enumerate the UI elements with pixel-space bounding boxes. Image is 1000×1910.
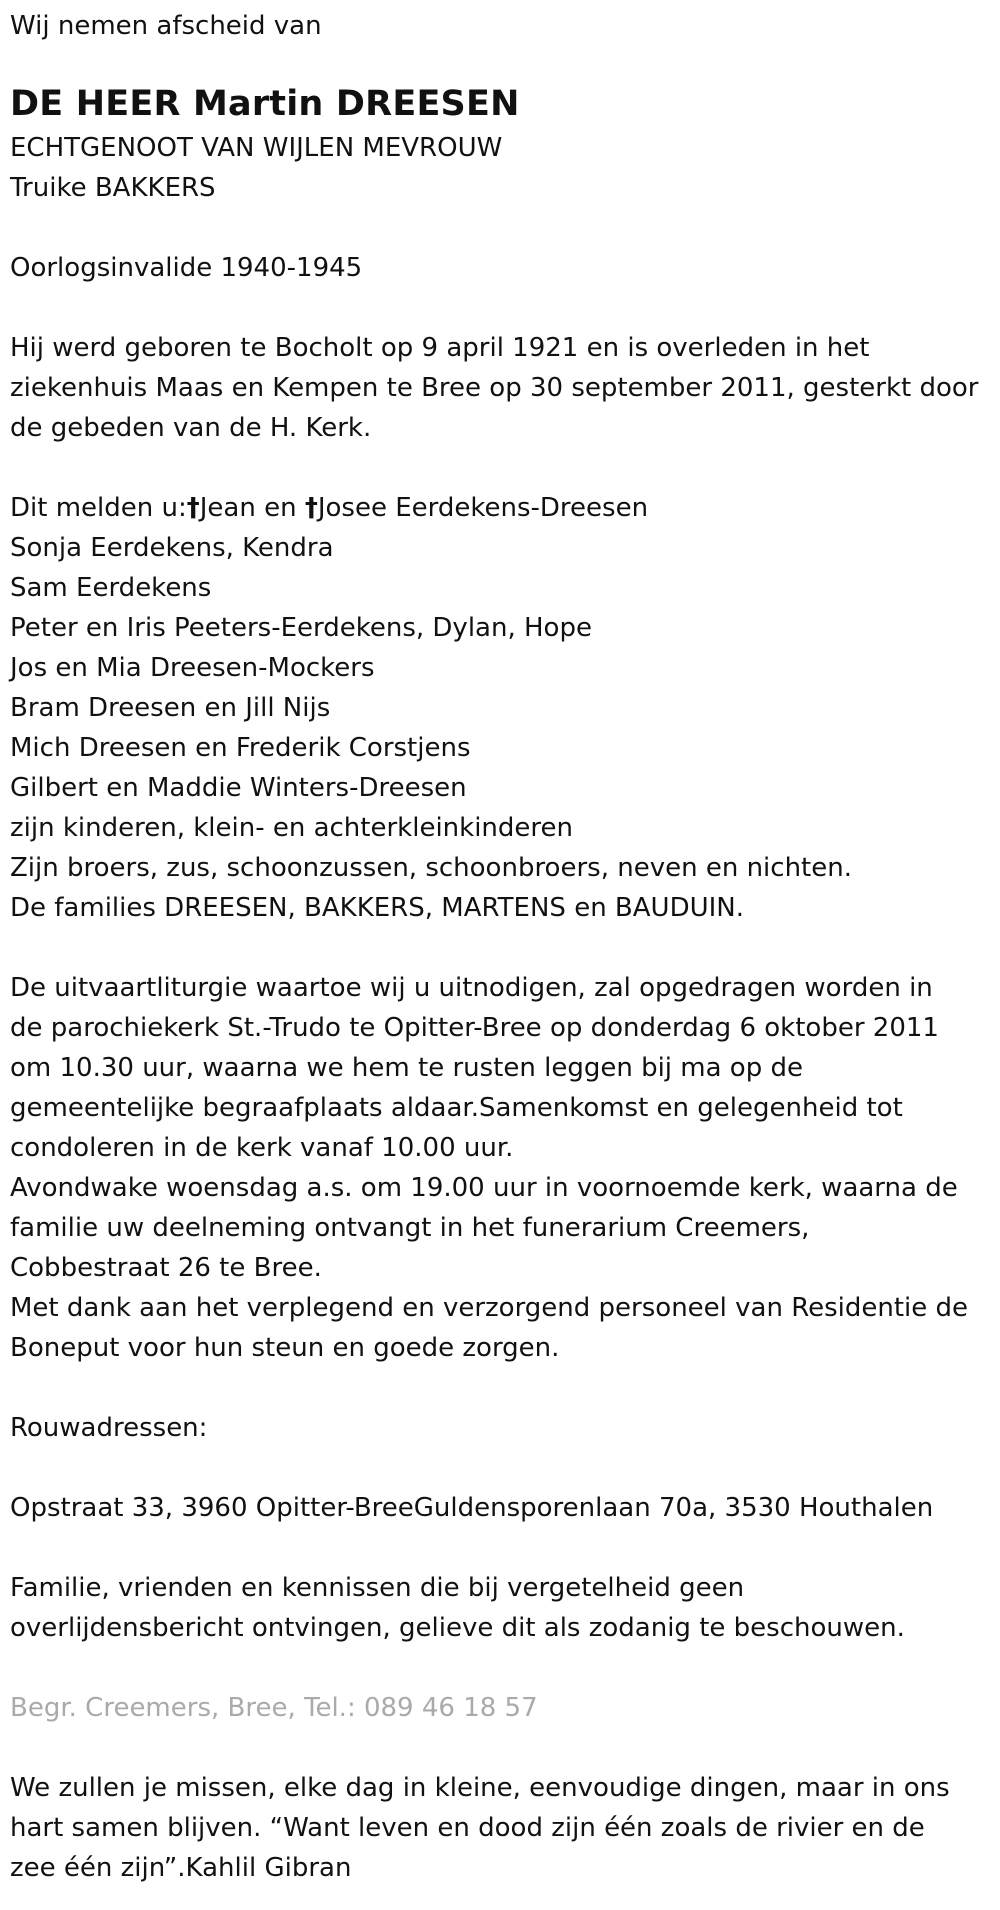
paragraph-line: Avondwake woensdag a.s. om 19.00 uur in voornoemde kerk, waarna de xyxy=(10,1173,958,1203)
spacer xyxy=(10,1528,1000,1568)
deceased-name: DE HEER Martin DREESEN xyxy=(10,84,520,124)
family-name-part: Jean en xyxy=(199,493,305,523)
paragraph-line: hart samen blijven. “Want leven en dood zijn één zoals de rivier en de xyxy=(10,1813,925,1843)
paragraph-line: Hij werd geboren te Bocholt op 9 april 1921 en is overleden in het xyxy=(10,333,870,363)
paragraph-line: Cobbestraat 26 te Bree. xyxy=(10,1253,322,1283)
announcement-prefix: Dit melden u: xyxy=(10,493,187,523)
funeral-paragraph xyxy=(10,968,1000,1368)
spacer xyxy=(10,1648,1000,1688)
family-line: Jos en Mia Dreesen-Mockers xyxy=(10,653,375,683)
spacer xyxy=(10,208,1000,248)
notice-paragraph xyxy=(10,1568,1000,1648)
family-line: De families DREESEN, BAKKERS, MARTENS en BAUDUIN. xyxy=(10,893,745,923)
cross-icon: † xyxy=(186,493,200,523)
paragraph-line: Met dank aan het verplegend en verzorgend personeel van Residentie de xyxy=(10,1293,969,1323)
paragraph-line: Familie, vrienden en kennissen die bij vergetelheid geen xyxy=(10,1573,745,1603)
family-line: Peter en Iris Peeters-Eerdekens, Dylan, Hope xyxy=(10,613,592,643)
intro-text: Wij nemen afscheid van xyxy=(10,11,322,41)
family-name-part: Josee Eerdekens-Dreesen xyxy=(317,493,649,523)
spacer xyxy=(10,288,1000,328)
paragraph-line: gemeentelijke begraafplaats aldaar.Samenkomst en gelegenheid tot xyxy=(10,1093,903,1123)
spacer xyxy=(10,928,1000,968)
paragraph-line: overlijdensbericht ontvingen, gelieve dit als zodanig te beschouwen. xyxy=(10,1613,905,1643)
addresses: Opstraat 33, 3960 Opitter-BreeGuldensporenlaan 70a, 3530 Houthalen xyxy=(10,1493,934,1523)
spacer xyxy=(10,1368,1000,1408)
cross-icon: † xyxy=(304,493,318,523)
spacer xyxy=(10,1448,1000,1488)
announcement-block xyxy=(10,488,1000,928)
paragraph-line: om 10.30 uur, waarna we hem te rusten leggen bij ma op de xyxy=(10,1053,803,1083)
addresses-label: Rouwadressen: xyxy=(10,1413,208,1443)
paragraph-line: familie uw deelneming ontvangt in het funerarium Creemers, xyxy=(10,1213,810,1243)
quote-paragraph xyxy=(10,1768,1000,1888)
paragraph-line: Boneput voor hun steun en goede zorgen. xyxy=(10,1333,560,1363)
family-line: Sam Eerdekens xyxy=(10,573,212,603)
paragraph-line: ziekenhuis Maas en Kempen te Bree op 30 september 2011, gesterkt door xyxy=(10,373,979,403)
announcement-first-line xyxy=(10,488,1000,528)
paragraph-line: zee één zijn”.Kahlil Gibran xyxy=(10,1853,352,1883)
family-line: Bram Dreesen en Jill Nijs xyxy=(10,693,331,723)
spouse-line-2: Truike BAKKERS xyxy=(10,173,216,203)
spacer xyxy=(10,1728,1000,1768)
paragraph-line: de gebeden van de H. Kerk. xyxy=(10,413,372,443)
family-line: Sonja Eerdekens, Kendra xyxy=(10,533,334,563)
birth-death-paragraph xyxy=(10,328,1000,448)
paragraph-line: We zullen je missen, elke dag in kleine, eenvoudige dingen, maar in ons xyxy=(10,1773,950,1803)
honorary-title: Oorlogsinvalide 1940-1945 xyxy=(10,253,363,283)
family-line: Zijn broers, zus, schoonzussen, schoonbroers, neven en nichten. xyxy=(10,853,852,883)
paragraph-line: de parochiekerk St.-Trudo te Opitter-Bree op donderdag 6 oktober 2011 xyxy=(10,1013,939,1043)
family-line: Mich Dreesen en Frederik Corstjens xyxy=(10,733,471,763)
paragraph-line: De uitvaartliturgie waartoe wij u uitnodigen, zal opgedragen worden in xyxy=(10,973,933,1003)
family-line: Gilbert en Maddie Winters-Dreesen xyxy=(10,773,467,803)
paragraph-line: condoleren in de kerk vanaf 10.00 uur. xyxy=(10,1133,514,1163)
spacer xyxy=(10,448,1000,488)
spouse-line-1: ECHTGENOOT VAN WIJLEN MEVROUW xyxy=(10,133,503,163)
family-line: zijn kinderen, klein- en achterkleinkinderen xyxy=(10,813,573,843)
undertaker-info: Begr. Creemers, Bree, Tel.: 089 46 18 57 xyxy=(10,1693,538,1723)
